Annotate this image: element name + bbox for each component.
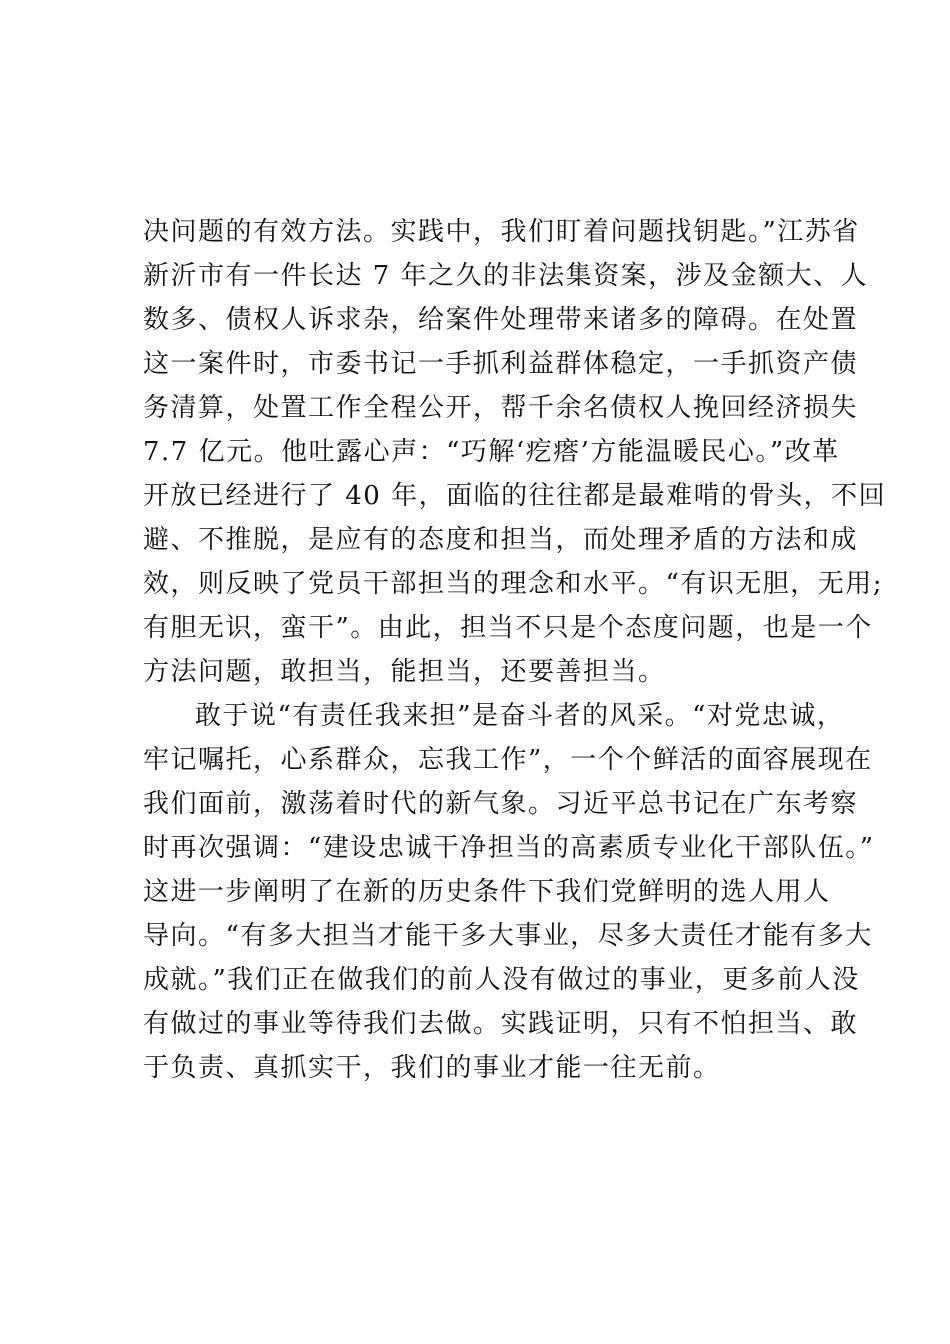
text-line: 有做过的事业等待我们去做。实践证明，只有不怕担当、敢	[143, 1009, 859, 1039]
text-line: 于负责、真抓实干，我们的事业才能一往无前。	[143, 1053, 721, 1083]
text-line: 效，则反映了党员干部担当的理念和水平。“有识无胆，无用;	[143, 569, 884, 599]
text-line: 成就。”我们正在做我们的前人没有做过的事业，更多前人没	[143, 965, 860, 995]
text-line: 有胆无识，蛮干”。由此，担当不只是个态度问题，也是一个	[143, 613, 873, 643]
text-line: 导向。“有多大担当才能干多大事业，尽多大责任才能有多大	[143, 921, 873, 951]
text-line: 决问题的有效方法。实践中，我们盯着问题找钥匙。”江苏省	[143, 217, 860, 247]
body-text	[143, 210, 887, 1090]
text-line: 开放已经进行了 40 年，面临的往往都是最难啃的骨头，不回	[143, 481, 887, 511]
text-line: 数多、债权人诉求杂，给案件处理带来诸多的障碍。在处置	[143, 305, 859, 335]
text-line: 方法问题，敢担当，能担当，还要善担当。	[143, 657, 666, 687]
text-line: 我们面前，激荡着时代的新气象。习近平总书记在广东考察	[143, 789, 859, 819]
text-line-indented: 敢于说“有责任我来担”是奋斗者的风采。“对党忠诚，	[195, 701, 845, 731]
text-line: 避、不推脱，是应有的态度和担当，而处理矛盾的方法和成	[143, 525, 859, 555]
text-line: 务清算，处置工作全程公开，帮千余名债权人挽回经济损失	[143, 393, 859, 423]
text-line: 牢记嘱托，心系群众，忘我工作”，一个个鲜活的面容展现在	[143, 745, 873, 775]
text-line: 7.7 亿元。他吐露心声：“巧解‘疙瘩’方能温暖民心。”改革	[143, 437, 840, 467]
text-line: 这进一步阐明了在新的历史条件下我们党鲜明的选人用人	[143, 877, 831, 907]
text-line: 时再次强调：“建设忠诚干净担当的高素质专业化干部队伍。”	[143, 833, 875, 863]
text-line: 这一案件时，市委书记一手抓利益群体稳定，一手抓资产债	[143, 349, 859, 379]
text-line: 新沂市有一件长达 7 年之久的非法集资案，涉及金额大、人	[143, 261, 869, 291]
